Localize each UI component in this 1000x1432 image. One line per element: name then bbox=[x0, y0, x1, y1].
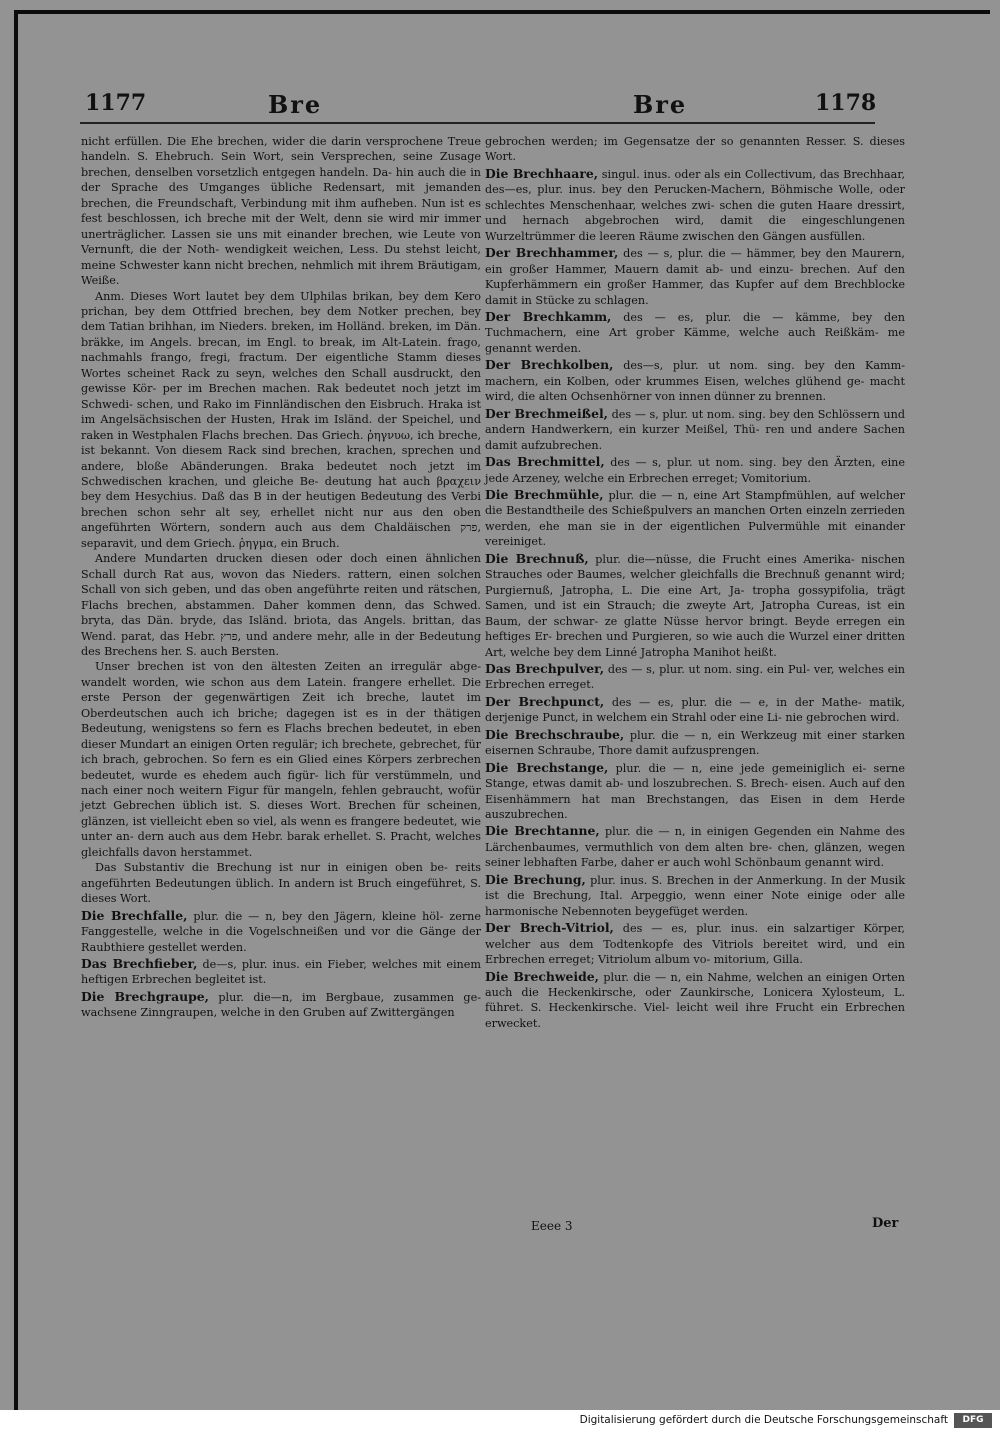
catchword: Der bbox=[872, 1216, 899, 1231]
entry-text: plur. die — n, ein Nahme, welchen an einigen Orten auch die Heckenkirsche, oder Zaunkirsche, Lonicera Xylosteum, L. führet. S. Heckenkirsche. Viel- leicht weil ihre Frucht ein Erbrechen erwecket. bbox=[485, 970, 905, 1030]
entry-text: Andere Mundarten drucken diesen oder doch einen ähnlichen Schall durch Rat aus, wovon das Nieders. rattern, einen solchen Schall von sich geben, und das oben angeführte reiten und rätschen, Flachs brechen, abstammen. Daher kommen denn, das Schwed. bryta, das Dän. bryde, das Isländ. briota, das Angels. brittan, das Wend. parat, das Hebr. פרץ, und andere mehr, alle in der Bedeutung des Brechens her. S. auch Bersten. bbox=[81, 552, 481, 658]
entry-headword: Der Brechpunct, bbox=[485, 693, 605, 709]
annotation-paragraph bbox=[81, 860, 481, 906]
entry-headword: Die Brechung, bbox=[485, 871, 586, 887]
printer-signature: Eeee 3 bbox=[531, 1219, 573, 1233]
right-page-number: 1178 bbox=[815, 90, 877, 116]
entry-headword: Der Brechkamm, bbox=[485, 308, 612, 324]
entry-text: plur. die — n, in einigen Gegenden ein Nahme des Lärchenbaumes, vermuthlich von dem alten bre- chen, glänzen, wegen seiner lebhaften Farbe, daher er auch wohl Schönbaum genannt wird. bbox=[485, 825, 905, 870]
entry-text: des — s, plur. die — hämmer, bey den Maurern, ein großer Hammer, Mauern damit ab- und einzu- brechen. Auf den Kupferhämmern ein großer Hammer, das Kupfer auf dem Brechblocke damit in Stücke zu schlagen. bbox=[485, 247, 905, 307]
scan-border-top bbox=[14, 10, 990, 14]
left-column bbox=[81, 134, 481, 1021]
entry-headword: Der Brechmeißel, bbox=[485, 405, 608, 421]
entry-headword: Die Brechgraupe, bbox=[81, 988, 209, 1004]
entry-headword: Die Brechfalle, bbox=[81, 907, 188, 923]
header-rule bbox=[80, 122, 875, 124]
entry-text: plur. die—n, im Bergbaue, zusammen ge- wachsene Zinngraupen, welche in den Gruben auf Zwittergängen bbox=[81, 990, 481, 1020]
dictionary-entry bbox=[485, 872, 905, 919]
dfg-logo: DFG bbox=[954, 1413, 992, 1428]
dictionary-entry bbox=[485, 823, 905, 870]
entry-headword: Das Brechmittel, bbox=[485, 454, 605, 470]
entry-text: plur. die — n, ein Werkzeug mit einer starken eisernen Schraube, Thore damit aufzusprengen. bbox=[485, 728, 906, 758]
right-running-head: Bre bbox=[633, 90, 688, 119]
dictionary-entry bbox=[485, 760, 905, 823]
dictionary-entry bbox=[485, 551, 905, 660]
entry-headword: Die Brechweide, bbox=[485, 968, 599, 984]
entry-text: des — s, plur. ut nom. sing. bey den Ärzten, eine jede Arzeney, welche ein Erbrechen erreget; Vomitorium. bbox=[485, 456, 905, 485]
footer-bar bbox=[0, 1410, 1000, 1432]
left-page-number: 1177 bbox=[85, 90, 147, 116]
dictionary-entry bbox=[485, 727, 905, 759]
dictionary-entry bbox=[485, 309, 905, 356]
funding-credit: Digitalisierung gefördert durch die Deutsche Forschungsgemeinschaft bbox=[579, 1414, 948, 1426]
dictionary-entry bbox=[485, 357, 905, 404]
entry-text: plur. die — n, eine Art Stampfmühlen, auf welcher die Bestandtheile des Schießpulvers an manchen Orten einzeln zerrieden werden, ehe man sie in der eigentlichen Pulvermühle mit einander vereiniget. bbox=[485, 488, 905, 549]
entry-text: nicht erfüllen. Die Ehe brechen, wider die darin versprochene Treue handeln. S. Ehebruch. Sein Wort, sein Versprechen, seine Zusage brechen, denselben vorsetzlich entgegen handeln. Da- hin auch die in der Sprache des Umganges übliche Redensart, mit jemanden brechen, die Freundschaft, Verbindung mit ihm aufheben. Nun ist es fest beschlossen, ich breche mit der Welt, denn sie wird mir immer unerträglicher. Lassen sie uns mit einander brechen, wie Leute von Vernunft, die der Noth- wendigkeit weichen, Less. Du stehst leicht, meine Schwester kann nicht brechen, nehmlich mit ihrem Bräutigam, Weiße. bbox=[81, 135, 481, 288]
entry-headword: Die Brechhaare, bbox=[485, 165, 599, 181]
scan-border-left bbox=[14, 10, 18, 1410]
continuation-text bbox=[485, 134, 905, 165]
entry-text: des — s, plur. ut nom. sing. bey den Schlössern und andern Handwerkern, ein kurzer Meißel, Thü- ren und andere Sachen damit aufzubrechen. bbox=[485, 407, 905, 452]
dictionary-entry bbox=[485, 454, 905, 486]
entry-text: singul. inus. oder als ein Collectivum, das Brechhaar, des—es, plur. inus. bey den Perucken-Machern, Böhmische Wolle, oder schlechtes Menschenhaar, welches zwi- schen die guten Haare dressirt, und hernach abgebrochen wird, damit die eingeschlungenen Wurzeltrümmer die leeren Räume zwischen den Gängen ausfüllen. bbox=[485, 167, 905, 243]
dictionary-entry bbox=[485, 694, 905, 726]
entry-text: Unser brechen ist von den ältesten Zeiten an irregulär abge- wandelt worden, wie schon aus dem Latein. frangere erhellet. Die erste Person der gegenwärtigen Zeit ich breche, lautet im Oberdeutschen auch ich briche; dagegen ist es in der thätigen Bedeutung, wenigstens so fern es Flachs brechen bedeutet, in eben dieser Mundart an einigen Orten regulär; ich brechete, gebrechet, für ich brach, gebrochen. So fern es ein Glied eines Körpers zerbrechen bedeutet, wurde es ehedem auch figür- lich für verstümmeln, und nach einer noch weitern Figur für mangeln, fehlen gebraucht, wofür jetzt Gebrechen üblich ist. S. dieses Wort. Brechen für scheinen, glänzen, ist vielleicht eben so viel, als wenn es frangere bedeutet, wie unter an- dern auch aus dem Hebr. barak erhellet. S. Pracht, welches gleichfalls davon herstammet. bbox=[81, 660, 481, 859]
dictionary-entry bbox=[485, 245, 905, 308]
entry-text: gebrochen werden; im Gegensatze der so genannten Resser. S. dieses Wort. bbox=[485, 135, 905, 164]
dictionary-entry bbox=[485, 661, 905, 693]
dictionary-entry bbox=[485, 166, 905, 244]
dictionary-entry bbox=[81, 989, 481, 1021]
dictionary-entry bbox=[485, 920, 905, 967]
left-running-head: Bre bbox=[268, 90, 323, 119]
entry-headword: Die Brechtanne, bbox=[485, 823, 600, 839]
dictionary-entry bbox=[81, 956, 481, 988]
entry-text: des—s, plur. ut nom. sing. bey den Kamm- machern, ein Kolben, oder krummes Eisen, welches glühend ge- macht wird, die alten Ochsenhörner von innen dünner zu brennen. bbox=[485, 359, 905, 404]
entry-text: plur. inus. S. Brechen in der Anmerkung. In der Musik ist die Brechung, Ital. Arpeggio, wenn einer Note einige oder alle harmonische Nebennoten beygefüget werden. bbox=[485, 873, 905, 918]
entry-headword: Das Brechpulver, bbox=[485, 660, 605, 676]
entry-headword: Die Brechmühle, bbox=[485, 486, 604, 502]
entry-text: plur. die—nüsse, die Frucht eines Amerika- nischen Strauches oder Baumes, welcher gleichfalls die Brechnuß genannt wird; Purgiernuß, Jatropha, L. Die eine Art, Ja- tropha gossypifolia, trägt Samen, und ist ein Strauch; die zweyte Art, Jatropha Cureas, ist ein Baum, der schwar- ze glatte Nüsse hervor bringt. Beyde erregen ein heftiges Er- brechen und Purgieren, so wie auch die Wurzel einer dritten Art, welche bey dem Linné Jatropha Manihot heißt. bbox=[485, 552, 905, 659]
entry-headword: Der Brechkolben, bbox=[485, 357, 614, 373]
entry-text: plur. die — n, bey den Jägern, kleine höl- zerne Fanggestelle, welche in die Vogelschneißen und vor die Gänge der Raubthiere gestellet werden. bbox=[81, 909, 481, 954]
dictionary-entry bbox=[485, 487, 905, 550]
dictionary-entry bbox=[485, 969, 905, 1032]
annotation-paragraph bbox=[81, 289, 481, 552]
entry-text: Das Substantiv die Brechung ist nur in einigen oben be- reits angeführten Bedeutungen üblich. In andern ist Bruch eingeführet, S. dieses Wort. bbox=[81, 861, 481, 906]
entry-text: des — es, plur. die — kämme, bey den Tuchmachern, eine Art grober Kämme, welche auch Reißkäm- me genannt werden. bbox=[485, 310, 906, 355]
entry-text: Anm. Dieses Wort lautet bey dem Ulphilas brikan, bey dem Kero prichan, bey dem Ottfried brechen, bey dem Notker prechen, bey dem Tatian brihhan, im Nieders. breken, im Holländ. breken, im Dän. bräkke, im Angels. brecan, im Engl. to break, im Alt-Latein. frago, nachmahls frango, fregi, fractum. Der eigentliche Stamm dieses Wortes scheinet Rack zu seyn, welches den Schall ausdruckt, den gewisse Kör- per im Brechen machen. Rak bedeutet noch jetzt im Schwedi- schen, und Rako im Finnländischen den Eisbruch. Hraka ist im Angelsächsischen der Husten, Hrak im Isländ. der Speichel, und raken in Westphalen Flachs brechen. Das Griech. ῥηγνυω, ich breche, ist bekannt. Von diesem Rack sind brechen, krachen, sprechen und andere, bloße Abänderungen. Braka bedeutet noch jetzt im Schwedischen krachen, und gleiche Be- deutung hat auch βραχειν bey dem Hesychius. Daß das B in der heutigen Bedeutung des Verbi brechen schon sehr alt sey, erhellet nicht nur aus den oben angeführten Wörtern, sondern auch aus dem Chaldäischen פרק, separavit, und dem Griech. ῥηγμα, ein Bruch. bbox=[81, 289, 481, 550]
entry-text: des — s, plur. ut nom. sing. ein Pul- ver, welches ein Erbrechen erreget. bbox=[485, 662, 905, 692]
entry-headword: Die Brechstange, bbox=[485, 759, 609, 775]
entry-headword: Die Brechnuß, bbox=[485, 550, 589, 566]
entry-text: des — es, plur. inus. ein salzartiger Körper, welcher aus dem Todtenkopfe des Vitriols bereitet wird, und ein Erbrechen erreget; Vitriolum album vo- mitorium, Gilla. bbox=[485, 922, 905, 967]
entry-text: de—s, plur. inus. ein Fieber, welches mit einem heftigen Erbrechen begleitet ist. bbox=[81, 958, 481, 987]
right-column bbox=[485, 134, 905, 1031]
annotation-paragraph bbox=[81, 551, 481, 659]
continuation-text bbox=[81, 134, 481, 289]
annotation-paragraph bbox=[81, 659, 481, 860]
entry-headword: Das Brechfieber, bbox=[81, 956, 198, 972]
entry-text: des — es, plur. die — e, in der Mathe- matik, derjenige Punct, in welchem ein Strahl oder eine Li- nie gebrochen wird. bbox=[485, 695, 905, 725]
entry-headword: Der Brechhammer, bbox=[485, 245, 619, 261]
entry-headword: Die Brechschraube, bbox=[485, 726, 625, 742]
dictionary-entry bbox=[81, 908, 481, 955]
dictionary-entry bbox=[485, 406, 905, 453]
entry-text: plur. die — n, eine jede gemeiniglich ei- serne Stange, etwas damit ab- und loszubrechen. S. Brech- eisen. Auch auf den Eisenhämmern hat man Brechstangen, das Eisen in dem Herde auszubrechen. bbox=[485, 761, 905, 822]
entry-headword: Der Brech-Vitriol, bbox=[485, 920, 614, 936]
